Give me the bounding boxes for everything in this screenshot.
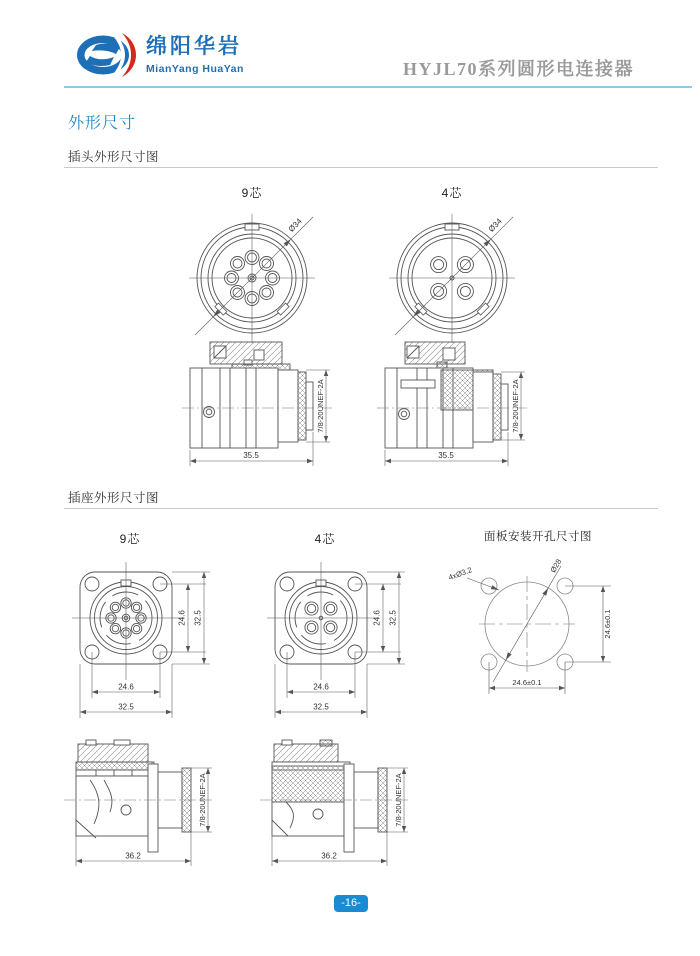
- plug-subtitle: 插头外形尺寸图: [68, 150, 160, 164]
- panel-holes-dim: 4xØ3.2: [447, 565, 474, 583]
- plug-front-9-drawing: [167, 200, 337, 355]
- panel-spacing-h-dim: 24.6±0.1: [512, 678, 542, 687]
- socket-front-9-flange-h-dim: 32.5: [118, 702, 134, 712]
- plug-side-9-length-dim: 35.5: [243, 451, 259, 460]
- panel-cutout-label: 面板安装开孔尺寸图: [484, 531, 592, 543]
- plug-subtitle-rule: [64, 167, 658, 168]
- plug-front-4-label: 4芯: [441, 186, 463, 200]
- socket-front-4-label: 4芯: [314, 532, 336, 546]
- brand-name-cn: 绵阳华岩: [146, 35, 242, 58]
- socket-front-9-hole-h-dim: 24.6: [118, 682, 134, 692]
- plug-side-9-thread-dim: 7/8-20UNEF-2A: [316, 379, 325, 433]
- panel-cutout-drawing: [447, 552, 637, 717]
- plug-side-4-drawing: [375, 338, 535, 478]
- socket-side-9-drawing: [62, 738, 222, 883]
- plug-side-4-thread-dim: 7/8-20UNEF-2A: [511, 379, 520, 433]
- plug-side-4-length-dim: 35.5: [438, 451, 454, 460]
- brand-logo-icon: [76, 32, 138, 83]
- panel-diameter-dim: Ø28: [548, 557, 564, 575]
- socket-subtitle: 插座外形尺寸图: [68, 491, 160, 505]
- plug-side-9-drawing: [180, 338, 340, 478]
- socket-side-9-thread-dim: 7/8-20UNEF-2A: [198, 773, 207, 827]
- socket-side-4-thread-dim: 7/8-20UNEF-2A: [394, 773, 403, 827]
- socket-side-9-length-dim: 36.2: [125, 851, 141, 861]
- socket-front-4-drawing: [265, 560, 425, 730]
- socket-front-9-flange-v-dim: 32.5: [193, 610, 203, 626]
- socket-side-4-drawing: [258, 738, 418, 883]
- socket-front-9-label: 9芯: [119, 532, 141, 546]
- socket-front-9-drawing: [70, 560, 230, 730]
- plug-front-9-diameter-dim: Ø34: [286, 216, 304, 234]
- plug-front-4-diameter-dim: Ø34: [486, 216, 504, 234]
- header-title: HYJL70系列圆形电连接器: [402, 59, 634, 79]
- socket-subtitle-rule: [64, 508, 658, 509]
- plug-front-4-drawing: [367, 200, 537, 355]
- page-title: 外形尺寸: [68, 115, 137, 132]
- plug-front-9-label: 9芯: [241, 186, 263, 200]
- panel-spacing-v-dim: 24.6±0.1: [603, 609, 612, 639]
- socket-front-9-hole-v-dim: 24.6: [177, 610, 187, 626]
- socket-front-4-hole-h-dim: 24.6: [313, 682, 329, 692]
- page-number-badge: -16-: [334, 895, 368, 912]
- socket-front-4-hole-v-dim: 24.6: [372, 610, 382, 626]
- brand-name-en: MianYang HuaYan: [146, 63, 244, 75]
- socket-front-4-flange-h-dim: 32.5: [313, 702, 329, 712]
- socket-side-4-length-dim: 36.2: [321, 851, 337, 861]
- header-rule: [64, 86, 692, 88]
- socket-front-4-flange-v-dim: 32.5: [388, 610, 398, 626]
